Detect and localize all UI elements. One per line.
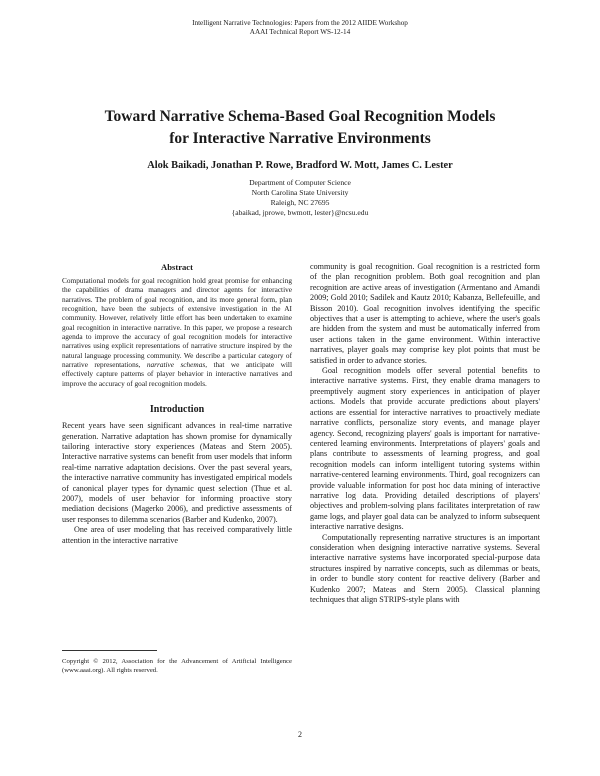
report-number: AAAI Technical Report WS-12-14 <box>249 28 351 36</box>
copyright-footnote: Copyright © 2012, Association for the Advancement of Artificial Intelligence (www.aaai.org). All rights reserved. <box>62 658 292 674</box>
abstract-text-part2: , that we anticipate will effectively capture patterns of player behavior in interactive narratives and improve the accuracy of goal recognition models. <box>62 360 292 388</box>
affiliation-university: North Carolina State University <box>251 188 349 197</box>
page-number: 2 <box>298 730 302 739</box>
introduction-heading: Introduction <box>149 404 205 416</box>
abstract-heading: Abstract <box>161 262 193 272</box>
right-paragraph-1: community is goal recognition. Goal recognition is a restricted form of the plan recognition problem. Both goal recognition and plan recognition are active areas of investigation (Armentano and Amandi 2009; Gold 2010; Sadilek and Kautz 2010; Kabanza, Bellefeuille, and Bisson 2010). Goal recognition involves identifying the specific objectives that a user is attempting to achieve, where the user's goals are hidden from the system and must be automatically inferred from user actions taken in the game environment. Within interactive narratives, player goals may comprise key plot points that must be satisfied in order to advance stories. <box>310 262 540 365</box>
left-column <box>62 262 292 546</box>
right-column <box>310 262 540 605</box>
abstract-text <box>62 276 292 388</box>
author-list: Alok Baikadi, Jonathan P. Rowe, Bradford W. Mott, James C. Lester <box>147 160 453 171</box>
intro-paragraph-2: One area of user modeling that has received comparatively little attention in the interactive narrative <box>62 525 292 545</box>
right-paragraph-2: Goal recognition models offer several potential benefits to interactive narrative systems. First, they enable drama managers to preemptively augment story experiences in anticipation of player actions. Models that provide accurate predictions about players' actions are essential for interactive narratives to proactively mediate narrative conflicts, personalize story events, and manage player agency. Second, recognizing players' goals is important for narrative-centered learning environments. Interpretations of players' goals and plans contribute to assessments of learning progress, and goal recognition models can inform intelligent tutoring systems within narrative-centered learning environments. Third, goal recognizers can provide valuable information for post hoc data mining of interactive narrative log data. Providing detailed descriptions of players' objectives and problem-solving plans facilitates interpretation of raw game logs, and player goal data can be analyzed to inform subsequent interactive narrative designs. <box>310 366 540 532</box>
affiliation-city: Raleigh, NC 27695 <box>270 198 330 207</box>
paper-title-line-2: for Interactive Narrative Environments <box>169 130 431 147</box>
affiliation-department: Department of Computer Science <box>249 178 351 187</box>
paper-title-line-1: Toward Narrative Schema-Based Goal Recognition Models <box>104 108 496 125</box>
abstract-text-part1: Computational models for goal recognition hold great promise for enhancing the capabilities of drama managers and director agents for interactive narratives. The problem of goal recognition, and its more general form, plan recognition, have been the subjects of extensive investigation in the AI community. However, relatively little effort has been undertaken to examine goal recognition in interactive narrative. In this paper, we propose a research agenda to improve the accuracy of goal recognition models for interactive narratives using explicit representations of narrative structure inspired by the natural language processing community. We describe a particular category of narrative representations, <box>62 276 292 370</box>
right-paragraph-3: Computationally representing narrative structures is an important consideration when designing interactive narrative systems. Several interactive narrative systems have incorporated special-purpose data structures inspired by narrative concepts, such as dilemmas or beats, in order to bundle story content for reactive delivery (Barber and Kudenko 2007; Mateas and Stern 2005). Classical planning techniques that align STRIPS-style plans with <box>310 532 540 604</box>
abstract-emphasis: narrative schemas <box>146 360 206 370</box>
proceedings-header: Intelligent Narrative Technologies: Papers from the 2012 AIIDE Workshop <box>192 19 408 27</box>
author-emails: {abaikad, jprowe, bwmott, lester}@ncsu.edu <box>231 208 369 217</box>
intro-paragraph-1: Recent years have seen significant advances in real-time narrative generation. Narrative adaptation has shown promise for dynamically tailoring interactive story experiences (Mateas and Stern 2005). Interactive narrative systems can benefit from user models that inform real-time narrative adaptation decisions. Over the past several years, the interactive narrative community has investigated empirical models of canonical player types for dynamic quest selection (Thue et al. 2007), models of user behavior for informing proactive story mediation decisions (Magerko 2006), and predictive assessments of user responses to dilemma scenarios (Barber and Kudenko, 2007). <box>62 421 292 524</box>
footnote-rule <box>62 650 157 651</box>
